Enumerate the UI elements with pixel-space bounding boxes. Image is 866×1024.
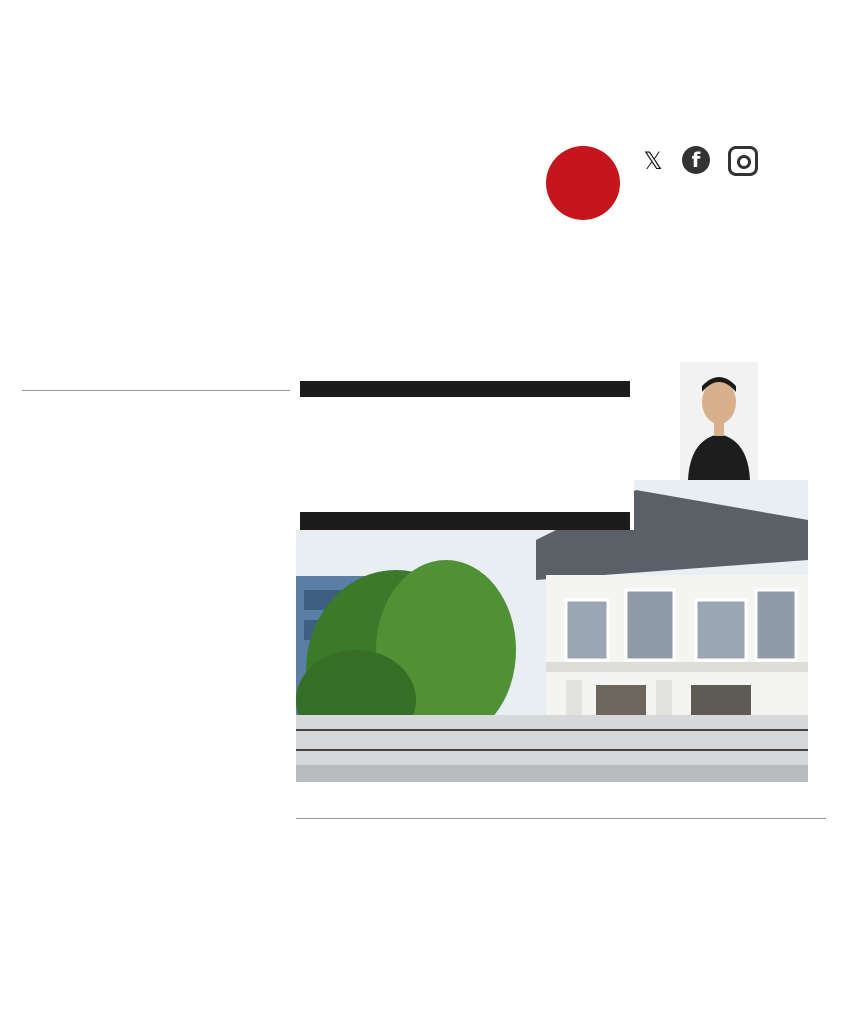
divider bbox=[22, 390, 290, 391]
article-column-1 bbox=[22, 432, 152, 1017]
facebook-icon: f bbox=[682, 146, 710, 174]
portrait-photo bbox=[680, 362, 758, 480]
second-column-1 bbox=[296, 850, 424, 1020]
second-column-3 bbox=[564, 822, 692, 1020]
table-header bbox=[300, 381, 630, 397]
zaobao-logo bbox=[546, 146, 620, 220]
assets-table-panel bbox=[296, 352, 634, 530]
table-total-row bbox=[300, 512, 630, 530]
x-icon: 𝕏 bbox=[643, 147, 663, 175]
second-column-4 bbox=[698, 822, 826, 1020]
divider bbox=[296, 818, 826, 819]
second-column-2 bbox=[430, 822, 558, 1020]
instagram-icon bbox=[728, 146, 758, 176]
article-column-2 bbox=[160, 403, 290, 1017]
portrait-illustration bbox=[680, 362, 758, 480]
